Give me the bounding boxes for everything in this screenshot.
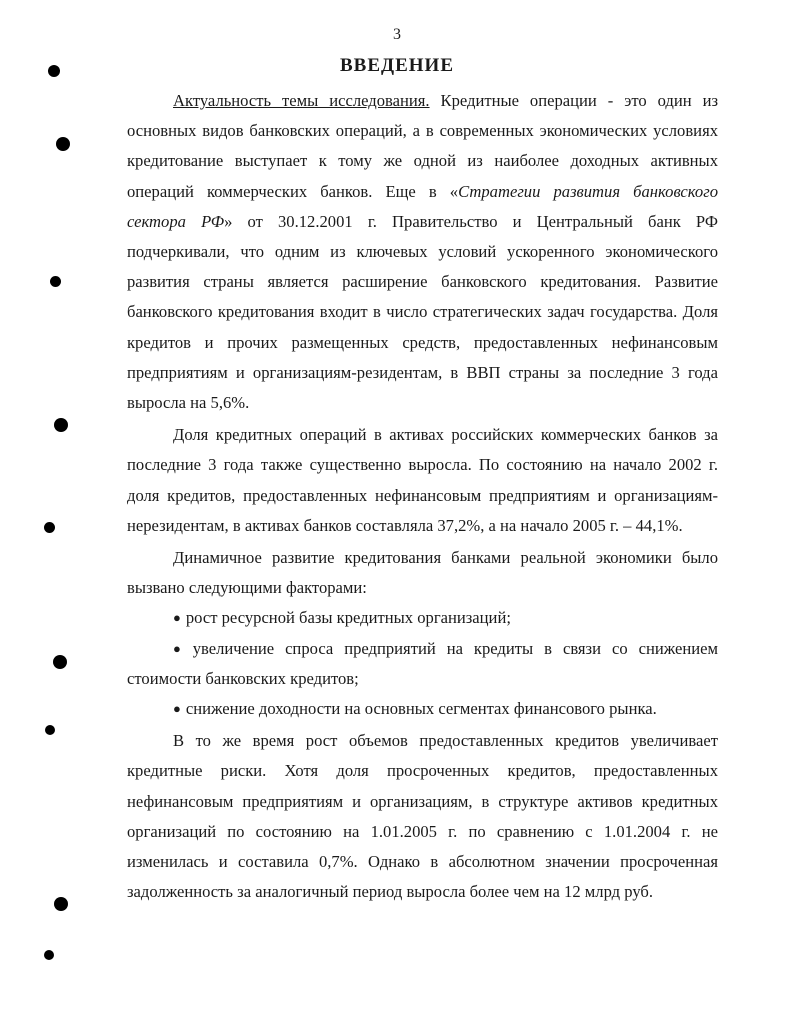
binding-hole [54,418,68,432]
list-item [127,694,718,724]
list-item-text: увеличение спроса предприятий на кредиты в связи со снижением стоимости банковских кредитов; [127,638,718,688]
paragraph-credit-risks: В то же время рост объемов предоставленных кредитов увеличивает кредитные риски. Хотя доля просроченных кредитов, предоставленных нефинансовым предприятиям и организациям, в структуре активов кредитных организаций по состоянию на 1.01.2005 г. по сравнению с 1.01.2004 г. не изменилась и составила 0,7%. Однако в абсолютном значении просроченная задолженность за аналогичный период выросла более чем на 12 млрд руб. [127,731,718,902]
binding-hole [44,522,55,533]
binding-hole [44,950,54,960]
bullet-icon: ● [173,701,181,717]
list-item [127,603,718,633]
binding-hole [54,897,68,911]
list-item [127,634,718,694]
paragraph-text: » от 30.12.2001 г. Правительство и Центральный банк РФ подчеркивали, что одним из ключевых условий ускоренного экономического развития страны является расширение банковского кредитования. Развитие банковского кредитования входит в число стратегических задач государства. Доля кредитов и прочих размещенных средств, предоставленных нефинансовым предприятиям и организациям-резидентам, в ВВП страны за последние 3 года выросла на 5,6%. [127,211,718,413]
bullet-icon: ● [173,640,188,656]
paragraph-text: Кредитные операции - это один из основных видов банковских операций, а в современных экономических условиях кредитование выступает к тому же одной из наиболее доходных активных операций коммерческих банков. Еще в « [127,91,719,201]
paragraph-relevance [127,86,718,418]
binding-hole [45,725,55,735]
binding-hole [56,137,70,151]
binding-hole [50,276,61,287]
binding-hole [53,655,67,669]
page-number: 3 [393,26,401,43]
list-item-text: снижение доходности на основных сегментах финансового рынка. [185,699,657,719]
relevance-heading: Актуальность темы исследования. [173,91,430,110]
paragraph-factors-intro: Динамичное развитие кредитования банками реальной экономики было вызвано следующими факторами: [127,548,718,598]
document-body [127,86,718,907]
paragraph-credit-share: Доля кредитных операций в активах российских коммерческих банков за последние 3 года также существенно выросла. По состоянию на начало 2002 г. доля кредитов, предоставленных нефинансовым предприятиям и организациям-нерезидентам, в активах банков составляла 37,2%, а на начало 2005 г. – 44,1%. [127,425,718,535]
strategy-title: Стратегии развития банковского сектора РФ [127,181,718,231]
page-title: ВВЕДЕНИЕ [340,55,454,76]
bullet-icon: ● [173,610,181,626]
list-item-text: рост ресурсной базы кредитных организаций; [185,608,511,628]
